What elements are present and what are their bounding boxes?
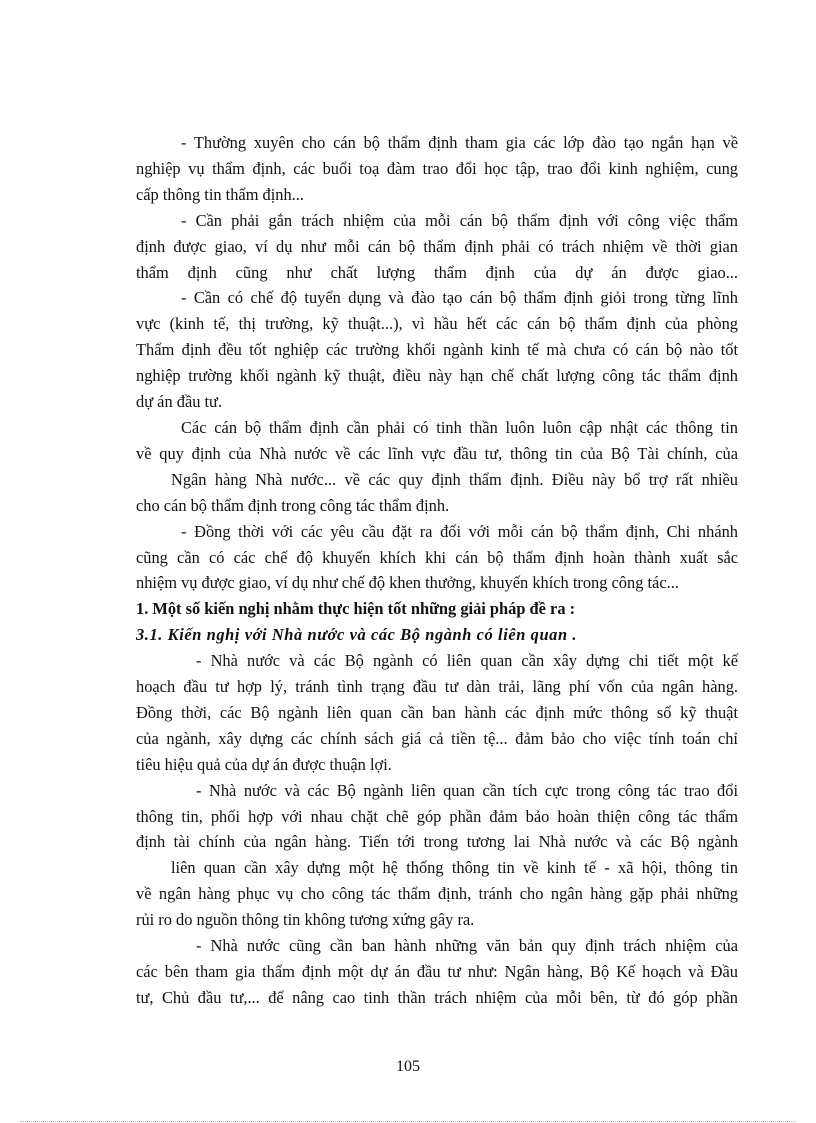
paragraph-updates (136, 415, 738, 519)
paragraph-investment-plan (136, 648, 738, 778)
text-line: các bên tham gia thẩm định một dự án đầu tư như: Ngân hàng, Bộ Kế hoạch và Đầu (136, 962, 738, 981)
text-line: về ngân hàng phục vụ cho công tác thẩm định, tránh cho ngân hàng gặp phải những (136, 884, 738, 904)
text-line: - Nhà nước và các Bộ ngành có liên quan cần xây dựng chi tiết một kế (196, 651, 738, 671)
paragraph-responsibility (136, 208, 738, 286)
text-line: thẩm định cũng như chất lượng thẩm định của dự án được giao... (136, 262, 738, 282)
text-line: về quy định của Nhà nước về các lĩnh vực đầu tư, thông tin của Bộ Tài chính, của (136, 443, 738, 463)
text-line: nghiệp vụ thẩm định, các buổi toạ đàm trao đổi học tập, trao đổi kinh nghiệm, cung (136, 158, 738, 178)
text-line: nghiệp trường khối ngành kỹ thuật, điều này hạn chế chất lượng công tác thẩm định (136, 366, 738, 386)
text-line: cho cán bộ thẩm định trong công tác thẩm định. (136, 495, 450, 515)
text-line: tiêu hiệu quả của dự án được thuận lợi. (136, 754, 392, 774)
text-line: cấp thông tin thẩm định... (136, 184, 304, 204)
text-line: hoạch đầu tư hợp lý, tránh tình trạng đầu tư dàn trải, lãng phí vốn của ngân hàng. (136, 677, 738, 697)
text-line: - Cần phải gắn trách nhiệm của mỗi cán bộ thẩm định với công việc thẩm (181, 210, 738, 230)
paragraph-regulations (136, 933, 738, 1011)
text-line: - Nhà nước cũng cần ban hành những văn bản quy định trách nhiệm của (196, 936, 738, 956)
text-line: cũng cần có các chế độ khuyến khích khi cán bộ thẩm định hoàn thành xuất sắc (136, 547, 738, 567)
text-line: Thẩm định đều tốt nghiệp các trường khối ngành kinh tế mà chưa có cán bộ nào tốt (136, 340, 738, 360)
text-line: Ngân hàng Nhà nước... về các quy định thẩm định. Điều này bổ trợ rất nhiều (171, 469, 738, 489)
text-line: - Nhà nước và các Bộ ngành liên quan cần tích cực trong công tác trao đổi (196, 780, 738, 800)
text-line: - Đồng thời với các yêu cầu đặt ra đối với mỗi cán bộ thẩm định, Chi nhánh (181, 521, 738, 541)
text-line: thông tin, phối hợp với nhau chặt chẽ góp phần đảm bảo hoàn thiện công tác thẩm (136, 806, 738, 826)
text-line: liên quan cần xây dựng một hệ thống thông tin về kinh tế - xã hội, thông tin (171, 858, 738, 878)
paragraph-recruitment (136, 285, 738, 415)
text-line: - Thường xuyên cho cán bộ thẩm định tham gia các lớp đào tạo ngắn hạn về (181, 133, 738, 152)
paragraph-incentives (136, 519, 738, 597)
body-text (136, 130, 738, 1011)
text-line: dự án đầu tư. (136, 392, 223, 412)
text-line: tư, Chủ đầu tư,... để nâng cao tinh thần trách nhiệm của mỗi bên, từ đó góp phần (136, 987, 738, 1007)
text-line: Đồng thời, các Bộ ngành liên quan cần ban hành các định mức thông số kỹ thuật (136, 702, 738, 722)
subsection-heading: 3.1. Kiến nghị với Nhà nước và các Bộ ngành có liên quan . (136, 625, 578, 645)
page-number: 105 (396, 1058, 420, 1075)
section-heading: 1. Một số kiến nghị nhằm thực hiện tốt những giải pháp đề ra : (136, 599, 576, 619)
page-bottom-divider (20, 1121, 796, 1122)
paragraph-training (136, 130, 738, 208)
text-line: Các cán bộ thẩm định cần phải có tinh thần luôn luôn cập nhật các thông tin (181, 417, 738, 437)
text-line: vực (kinh tế, thị trường, kỹ thuật...), vì hầu hết các cán bộ thẩm định của phòng (136, 314, 738, 334)
paragraph-information-exchange (136, 778, 738, 933)
text-line: định tài chính của ngân hàng. Tiến tới trong tương lai Nhà nước và các Bộ ngành (136, 832, 738, 852)
text-line: - Cần có chế độ tuyển dụng và đào tạo cán bộ thẩm định giỏi trong từng lĩnh (181, 288, 738, 308)
text-line: của ngành, xây dựng các chính sách giá cả tiền tệ... đảm bảo cho việc tính toán chỉ (136, 728, 738, 748)
text-line: rủi ro do nguồn thông tin không tương xứng gây ra. (136, 910, 475, 930)
text-line: định được giao, ví dụ như mỗi cán bộ thẩm định phải có trách nhiệm về thời gian (136, 236, 738, 256)
text-line: nhiệm vụ được giao, ví dụ như chế độ khen thưởng, khuyến khích trong công tác... (136, 573, 679, 593)
